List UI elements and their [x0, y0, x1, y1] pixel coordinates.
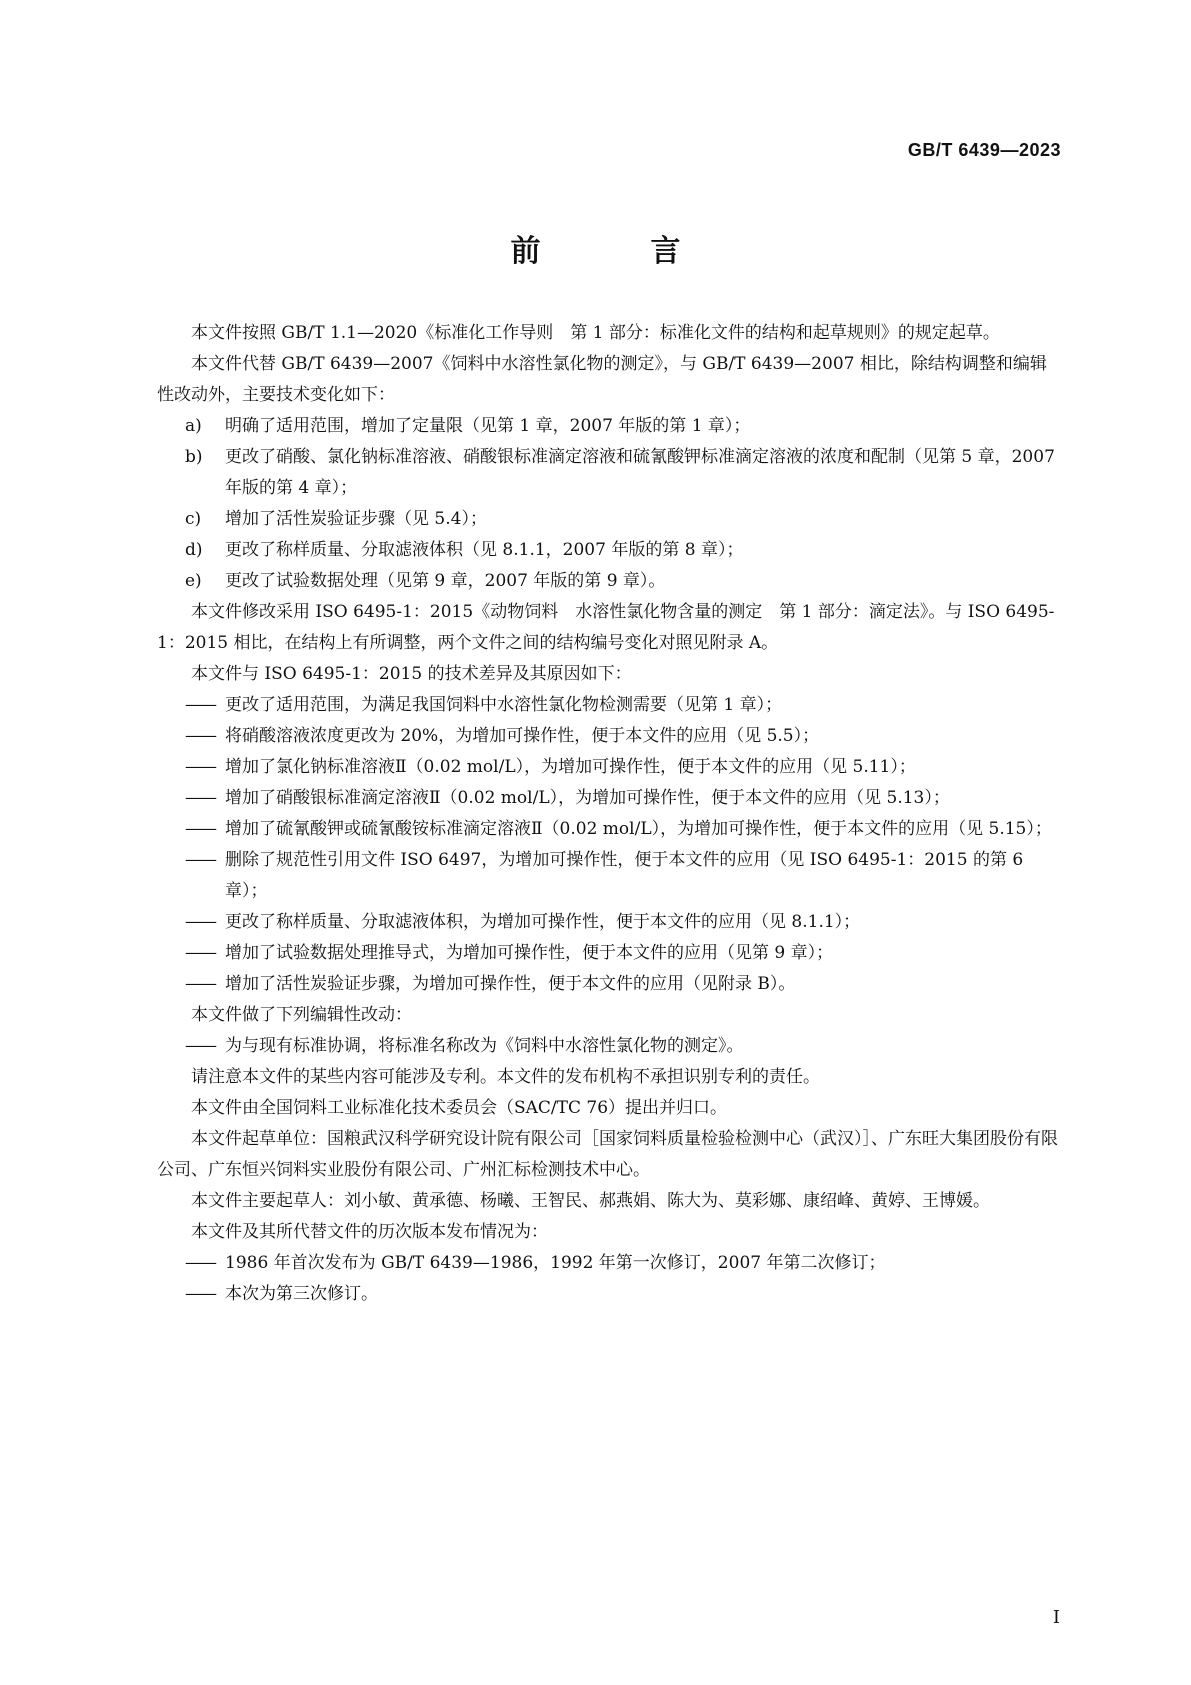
- list-item-text: 增加了试验数据处理推导式，为增加可操作性，便于本文件的应用（见第 9 章）；: [225, 943, 834, 963]
- list-item: [157, 442, 1061, 504]
- dash-marker: ——: [185, 1284, 215, 1304]
- list-item: [157, 411, 1061, 442]
- list-item-text: 更改了适用范围，为满足我国饲料中水溶性氯化物检测需要（见第 1 章）；: [225, 695, 783, 715]
- list-item-text: 明确了适用范围，增加了定量限（见第 1 章，2007 年版的第 1 章）；: [225, 416, 751, 436]
- list-item-marker: c): [185, 509, 202, 529]
- list-item-marker: b): [185, 447, 203, 467]
- paragraph: 本文件起草单位：国粮武汉科学研究设计院有限公司［国家饲料质量检验检测中心（武汉）］、广东旺大集团股份有限公司、广东恒兴饲料实业股份有限公司、广州汇标检测技术中心。: [157, 1129, 1058, 1180]
- paragraph: 本文件与 ISO 6495-1：2015 的技术差异及其原因如下：: [191, 664, 632, 684]
- dash-marker: ——: [185, 819, 215, 839]
- list-item: [157, 504, 1061, 535]
- list-item-text: 1986 年首次发布为 GB/T 6439—1986，1992 年第一次修订，2007 年第二次修订；: [225, 1253, 886, 1273]
- list-item: [157, 566, 1061, 597]
- list-item-text: 更改了试验数据处理（见第 9 章，2007 年版的第 9 章）。: [225, 571, 666, 591]
- list-item-text: 增加了氯化钠标准溶液Ⅱ（0.02 mol/L），为增加可操作性，便于本文件的应用（见 5.11）；: [225, 757, 916, 777]
- list-item-marker: e): [185, 571, 202, 591]
- list-item: [157, 535, 1061, 566]
- dash-marker: ——: [185, 757, 215, 777]
- standard-code: GB/T 6439—2023: [907, 140, 1061, 160]
- dash-list-item: [157, 721, 1061, 752]
- list-item-marker: a): [185, 416, 202, 436]
- paragraph: 本文件修改采用 ISO 6495-1：2015《动物饲料 水溶性氯化物含量的测定 第 1 部分：滴定法》。与 ISO 6495-1：2015 相比，在结构上有所调整，两个文件之间的结构编号变化对照见附录 A。: [157, 602, 1055, 653]
- list-item-text: 更改了称样质量、分取滤液体积（见 8.1.1，2007 年版的第 8 章）；: [225, 540, 744, 560]
- dash-list-item: [157, 1248, 1061, 1279]
- dash-list-item: [157, 1031, 1061, 1062]
- dash-list-item: [157, 814, 1061, 845]
- dash-marker: ——: [185, 974, 215, 994]
- list-item-text: 增加了硝酸银标准滴定溶液Ⅱ（0.02 mol/L），为增加可操作性，便于本文件的应用（见 5.13）；: [225, 788, 950, 808]
- paragraph: 本文件做了下列编辑性改动：: [191, 1005, 412, 1025]
- dash-list-item: [157, 969, 1061, 1000]
- list-item-text: 增加了硫氰酸钾或硫氰酸铵标准滴定溶液Ⅱ（0.02 mol/L），为增加可操作性，便于本文件的应用（见 5.15）；: [225, 819, 1052, 839]
- list-item-text: 更改了硝酸、氯化钠标准溶液、硝酸银标准滴定溶液和硫氰酸钾标准滴定溶液的浓度和配制（见第 5 章，2007 年版的第 4 章）；: [225, 447, 1055, 498]
- list-item-text: 更改了称样质量、分取滤液体积，为增加可操作性，便于本文件的应用（见 8.1.1）；: [225, 912, 861, 932]
- dash-marker: ——: [185, 1036, 215, 1056]
- dash-list-item: [157, 1279, 1061, 1310]
- paragraph: 本文件及其所代替文件的历次版本发布情况为：: [191, 1222, 548, 1242]
- dash-marker: ——: [185, 943, 215, 963]
- dash-marker: ——: [185, 726, 215, 746]
- dash-list-item: [157, 938, 1061, 969]
- dash-list-item: [157, 690, 1061, 721]
- preface-body: [157, 318, 1061, 1310]
- list-item-text: 增加了活性炭验证步骤（见 5.4）；: [225, 509, 487, 529]
- dash-marker: ——: [185, 912, 215, 932]
- paragraph: 本文件主要起草人：刘小敏、黄承德、杨曦、王智民、郝燕娟、陈大为、莫彩娜、康绍峰、黄婷、王博媛。: [191, 1191, 990, 1211]
- dash-marker: ——: [185, 788, 215, 808]
- page-title: 前 言: [510, 234, 721, 269]
- list-item-marker: d): [185, 540, 203, 560]
- paragraph: 请注意本文件的某些内容可能涉及专利。本文件的发布机构不承担识别专利的责任。: [191, 1067, 820, 1087]
- dash-list-item: [157, 783, 1061, 814]
- dash-list-item: [157, 845, 1061, 907]
- list-item-text: 将硝酸溶液浓度更改为 20%，为增加可操作性，便于本文件的应用（见 5.5）；: [225, 726, 820, 746]
- list-item-text: 为与现有标准协调，将标准名称改为《饲料中水溶性氯化物的测定》。: [225, 1036, 744, 1056]
- page-number: Ⅰ: [1052, 1607, 1060, 1628]
- dash-marker: ——: [185, 850, 215, 870]
- dash-marker: ——: [185, 695, 215, 715]
- dash-list-item: [157, 752, 1061, 783]
- paragraph: 本文件按照 GB/T 1.1—2020《标准化工作导则 第 1 部分：标准化文件的结构和起草规则》的规定起草。: [191, 323, 1000, 343]
- list-item-text: 本次为第三次修订。: [225, 1284, 378, 1304]
- list-item-text: 删除了规范性引用文件 ISO 6497，为增加可操作性，便于本文件的应用（见 ISO 6495-1：2015 的第 6 章）；: [225, 850, 1024, 901]
- list-item-text: 增加了活性炭验证步骤，为增加可操作性，便于本文件的应用（见附录 B）。: [225, 974, 796, 994]
- dash-list-item: [157, 907, 1061, 938]
- dash-marker: ——: [185, 1253, 215, 1273]
- paragraph: 本文件代替 GB/T 6439—2007《饲料中水溶性氯化物的测定》，与 GB/T 6439—2007 相比，除结构调整和编辑性改动外，主要技术变化如下：: [157, 354, 1047, 405]
- paragraph: 本文件由全国饲料工业标准化技术委员会（SAC/TC 76）提出并归口。: [191, 1098, 728, 1118]
